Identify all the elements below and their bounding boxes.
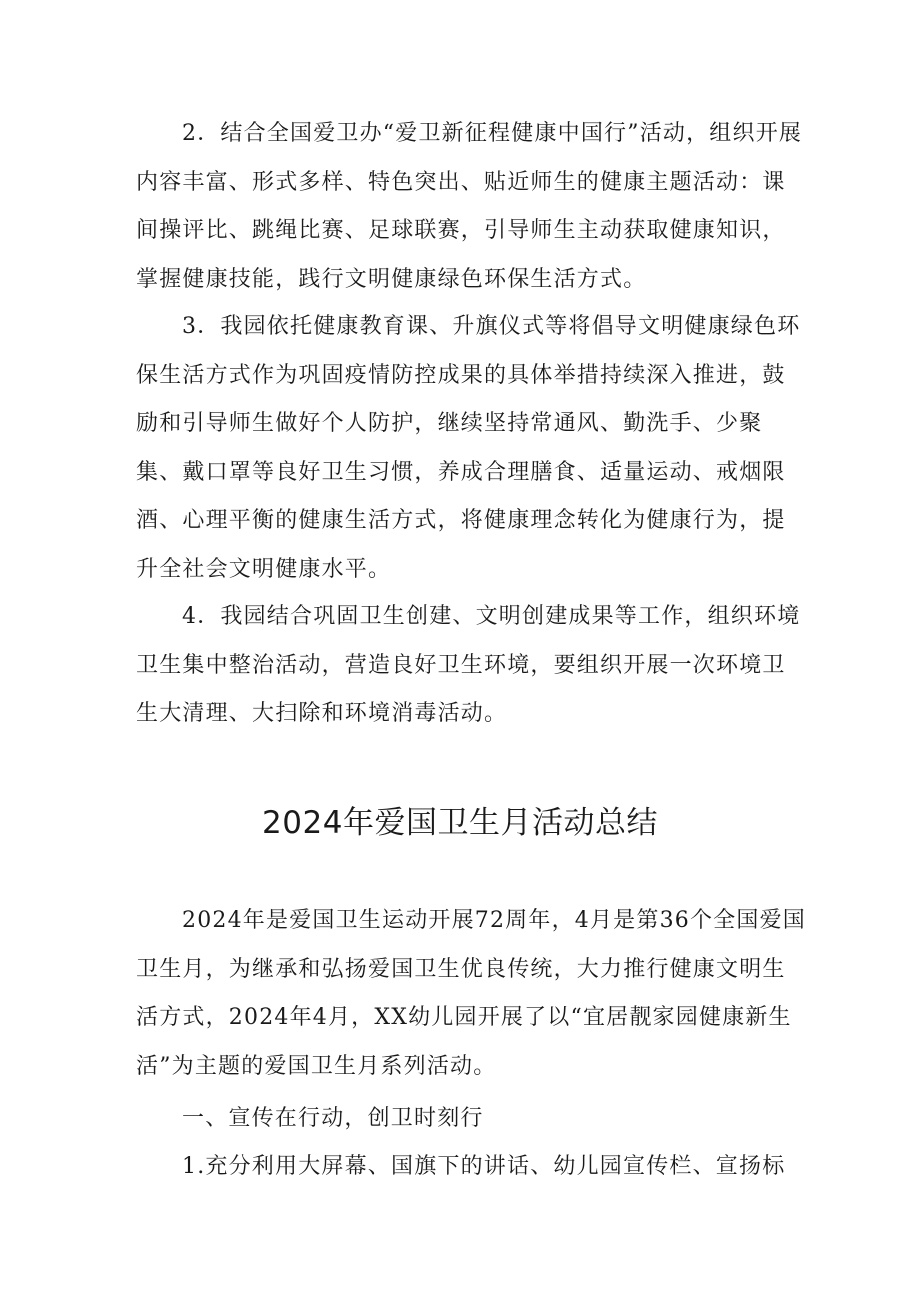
paragraph-item-3: 3．我园依托健康教育课、升旗仪式等将倡导文明健康绿色环保生活方式作为巩固疫情防控成果的具体举措持续深入推进，鼓励和引导师生做好个人防护，继续坚持常通风、勤洗手、少聚集、戴口罩等良好卫生习惯，养成合理膳食、适量运动、戒烟限酒、心理平衡的健康生活方式，将健康理念转化为健康行为，提升全社会文明健康水平。 — [136, 314, 801, 582]
section-heading: 一、宣传在行动，创卫时刻行 — [182, 1106, 484, 1131]
document-title: 2024年爱国卫生月活动总结 — [262, 805, 658, 841]
paragraph-item-2: 2．结合全国爱卫办“爱卫新征程健康中国行”活动，组织开展内容丰富、形式多样、特色突出、贴近师生的健康主题活动：课间操评比、跳绳比赛、足球联赛，引导师生主动获取健康知识，掌握健康技能，践行文明健康绿色环保生活方式。 — [136, 121, 803, 292]
intro-paragraph: 2024年是爱国卫生运动开展72周年，4月是第36个全国爱国卫生月，为继承和弘扬爱国卫生优良传统，大力推行健康文明生活方式，2024年4月，XX幼儿园开展了以“宜居靓家园健康新生活”为主题的爱国卫生月系列活动。 — [136, 908, 806, 1079]
paragraph-item-1: 1.充分利用大屏幕、国旗下的讲话、幼儿园宣传栏、宣扬标 — [182, 1154, 786, 1179]
paragraph-item-4: 4．我园结合巩固卫生创建、文明创建成果等工作，组织环境卫生集中整治活动，营造良好卫生环境，要组织开展一次环境卫生大清理、大扫除和环境消毒活动。 — [136, 604, 801, 726]
